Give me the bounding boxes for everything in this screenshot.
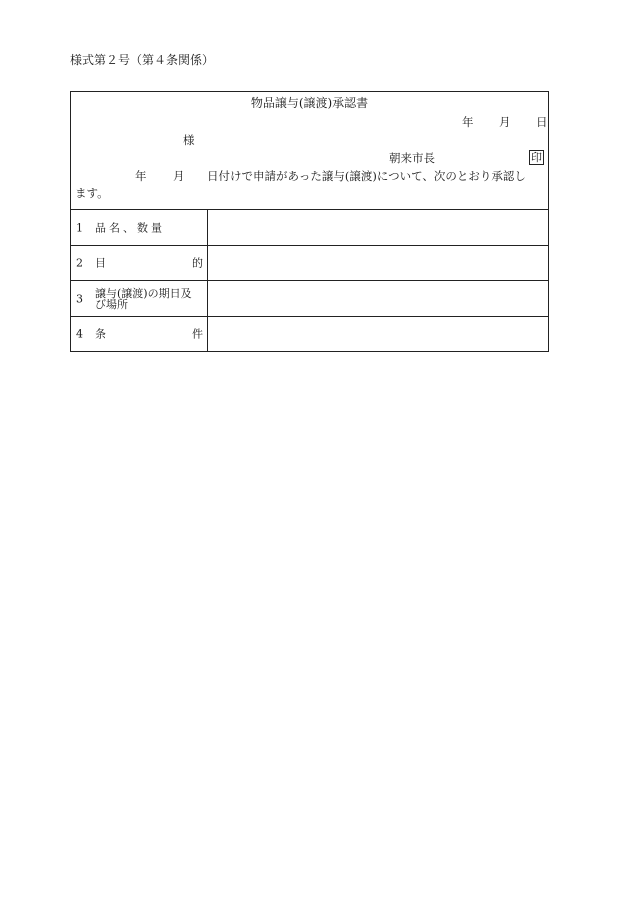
row-label-item-quantity: 品名、数量 — [95, 221, 165, 234]
row-label-line: び場所 — [95, 297, 128, 311]
row-value-cell — [208, 210, 548, 245]
addressee-honorific: 様 — [183, 133, 195, 147]
row-label-cell — [71, 246, 208, 280]
row-number: 4 — [76, 327, 83, 341]
row-label-part: 件 — [192, 327, 203, 341]
date-day-unit: 日 — [536, 115, 548, 129]
form-number-label: 様式第２号（第４条関係） — [70, 53, 215, 67]
issuer-name: 朝来市長 — [389, 151, 435, 165]
row-label-cell — [71, 317, 208, 351]
row-label-conditions — [95, 328, 203, 341]
row-value-cell — [208, 281, 548, 316]
row-label-part: 目 — [95, 256, 106, 270]
row-value-cell — [208, 317, 548, 351]
row-value-cell — [208, 246, 548, 280]
row-label-part: 的 — [192, 256, 203, 270]
document-title: 物品譲与(譲渡)承認書 — [250, 96, 369, 110]
table-row — [71, 316, 548, 351]
row-number: 1 — [76, 221, 83, 234]
date-month-unit: 月 — [499, 115, 511, 129]
date-year-unit: 年 — [462, 115, 474, 129]
body-text-line1: 日付けで申請があった譲与(譲渡)について、次のとおり承認し — [207, 169, 526, 183]
row-label-line: 譲与(譲渡)の期日及 — [95, 286, 192, 300]
row-label-cell — [71, 210, 208, 245]
body-month-unit: 月 — [173, 169, 185, 183]
table-row — [71, 280, 548, 316]
row-label-purpose — [95, 257, 203, 270]
row-label-part: 条 — [95, 327, 106, 341]
certificate-header-cell — [71, 92, 548, 209]
row-label-date-place — [95, 288, 192, 310]
row-number: 2 — [76, 256, 83, 270]
table-row — [71, 245, 548, 280]
approval-form-table — [70, 91, 549, 352]
row-label-cell — [71, 281, 208, 316]
row-number: 3 — [76, 292, 83, 305]
seal-mark: 印 — [531, 151, 542, 164]
table-row — [71, 209, 548, 245]
body-year-unit: 年 — [135, 169, 147, 183]
body-text-line2: ます。 — [75, 186, 109, 200]
